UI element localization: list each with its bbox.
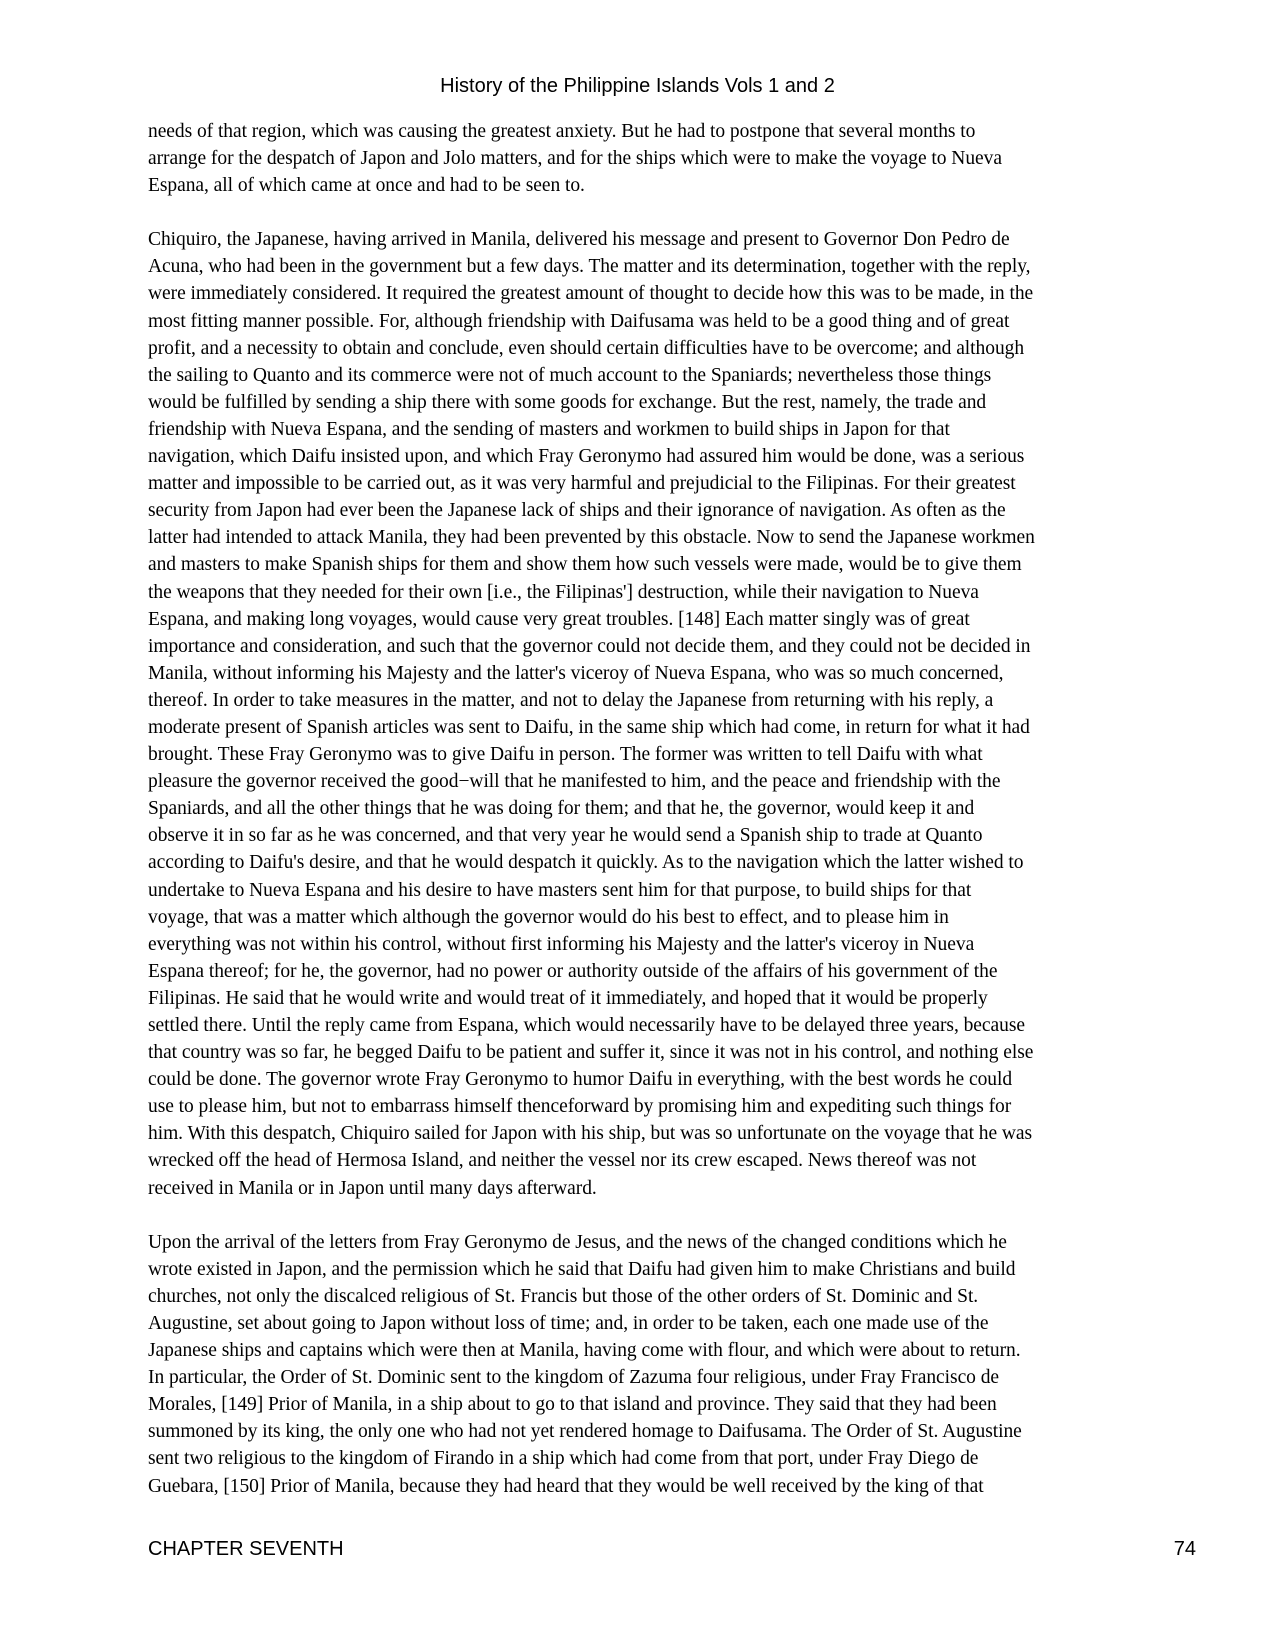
text-line: Upon the arrival of the letters from Fray Geronymo de Jesus, and the news of the changed conditions which he bbox=[148, 1231, 1007, 1253]
text-line: In particular, the Order of St. Dominic sent to the kingdom of Zazuma four religious, under Fray Francisco de bbox=[148, 1367, 999, 1389]
text-line: matter and impossible to be carried out, as it was very harmful and prejudicial to the Filipinas. For their greatest bbox=[148, 473, 1016, 495]
text-line: Espana thereof; for he, the governor, had no power or authority outside of the affairs of his government of the bbox=[148, 960, 998, 982]
text-line: summoned by its king, the only one who had not yet rendered homage to Daifusama. The Order of St. Augustine bbox=[148, 1421, 1022, 1443]
text-line: use to please him, but not to embarrass himself thenceforward by promising him and expediting such things for bbox=[148, 1096, 1012, 1118]
text-line: thereof. In order to take measures in the matter, and not to delay the Japanese from returning with his reply, a bbox=[148, 689, 994, 711]
text-line: undertake to Nueva Espana and his desire to have masters sent him for that purpose, to build ships for that bbox=[148, 879, 972, 901]
text-line: Acuna, who had been in the government but a few days. The matter and its determination, together with the reply, bbox=[148, 256, 1031, 278]
text-line: Augustine, set about going to Japon without loss of time; and, in order to be taken, each one made use of the bbox=[148, 1312, 989, 1334]
text-line: profit, and a necessity to obtain and conclude, even should certain difficulties have to be overcome; and although bbox=[148, 337, 1025, 359]
book-title: History of the Philippine Islands Vols 1 and 2 bbox=[440, 75, 835, 97]
text-line: voyage, that was a matter which although the governor would do his best to effect, and to please him in bbox=[148, 906, 949, 928]
paragraph bbox=[148, 118, 1196, 199]
text-line: and masters to make Spanish ships for them and show them how such vessels were made, would be to give them bbox=[148, 554, 1022, 576]
text-line: brought. These Fray Geronymo was to give Daifu in person. The former was written to tell Daifu with what bbox=[148, 744, 983, 766]
text-line: pleasure the governor received the good−will that he manifested to him, and the peace and friendship with the bbox=[148, 771, 1001, 793]
text-line: wrote existed in Japon, and the permission which he said that Daifu had given him to make Christians and build bbox=[148, 1258, 1016, 1280]
text-line: sent two religious to the kingdom of Firando in a ship which had come from that port, under Fray Diego de bbox=[148, 1448, 979, 1470]
text-line: Chiquiro, the Japanese, having arrived in Manila, delivered his message and present to Governor Don Pedro de bbox=[148, 229, 1010, 251]
text-line: needs of that region, which was causing the greatest anxiety. But he had to postpone that several months to bbox=[148, 121, 976, 142]
paragraph bbox=[148, 226, 1196, 1201]
text-line: settled there. Until the reply came from Espana, which would necessarily have to be delayed three years, because bbox=[148, 1015, 1025, 1036]
text-line: navigation, which Daifu insisted upon, and which Fray Geronymo had assured him would be done, was a serious bbox=[148, 446, 1025, 468]
page-header bbox=[0, 74, 1275, 98]
text-line: most fitting manner possible. For, although friendship with Daifusama was held to be a good thing and of great bbox=[148, 310, 1010, 332]
text-line: Spaniards, and all the other things that he was doing for them; and that he, the governor, would keep it and bbox=[148, 798, 975, 820]
text-line: Manila, without informing his Majesty and the latter's viceroy of Nueva Espana, who was so much concerned, bbox=[148, 662, 1004, 684]
text-line: according to Daifu's desire, and that he would despatch it quickly. As to the navigation which the latter wished to bbox=[148, 852, 1024, 874]
text-line: everything was not within his control, without first informing his Majesty and the latter's viceroy in Nueva bbox=[148, 933, 975, 955]
text-line: him. With this despatch, Chiquiro sailed for Japon with his ship, but was so unfortunate on the voyage that he was bbox=[148, 1123, 1033, 1145]
text-line: moderate present of Spanish articles was sent to Daifu, in the same ship which had come, in return for what it had bbox=[148, 716, 1030, 738]
text-line: were immediately considered. It required the greatest amount of thought to decide how this was to be made, in the bbox=[148, 283, 1034, 305]
text-line: wrecked off the head of Hermosa Island, and neither the vessel nor its crew escaped. News thereof was not bbox=[148, 1150, 977, 1172]
text-line: latter had intended to attack Manila, they had been prevented by this obstacle. Now to send the Japanese workmen bbox=[148, 527, 1035, 549]
text-line: received in Manila or in Japon until many days afterward. bbox=[148, 1177, 597, 1199]
text-line: churches, not only the discalced religious of St. Francis but those of the other orders of St. Dominic and St. bbox=[148, 1285, 979, 1307]
text-line: the sailing to Quanto and its commerce were not of much account to the Spaniards; nevertheless those things bbox=[148, 364, 992, 386]
text-line: importance and consideration, and such that the governor could not decide them, and they could not be decided in bbox=[148, 635, 1031, 657]
text-line: friendship with Nueva Espana, and the sending of masters and workmen to build ships in Japon for that bbox=[148, 418, 950, 440]
text-line: Guebara, [150] Prior of Manila, because they had heard that they would be well received by the king of that bbox=[148, 1475, 984, 1497]
text-line: Japanese ships and captains which were then at Manila, having come with flour, and which were about to return. bbox=[148, 1340, 1021, 1362]
page-body bbox=[148, 118, 1196, 1500]
page-number: 74 bbox=[1173, 1538, 1196, 1560]
text-line: arrange for the despatch of Japon and Jolo matters, and for the ships which were to make the voyage to Nueva bbox=[148, 148, 1002, 170]
text-line: observe it in so far as he was concerned, and that very year he would send a Spanish ship to trade at Quanto bbox=[148, 825, 983, 847]
text-line: would be fulfilled by sending a ship there with some goods for exchange. But the rest, namely, the trade and bbox=[148, 391, 987, 413]
text-line: Espana, and making long voyages, would cause very great troubles. [148] Each matter singly was of great bbox=[148, 608, 970, 630]
text-line: Morales, [149] Prior of Manila, in a ship about to go to that island and province. They said that they had been bbox=[148, 1394, 997, 1416]
text-line: Espana, all of which came at once and had to be seen to. bbox=[148, 175, 585, 197]
text-line: security from Japon had ever been the Japanese lack of ships and their ignorance of navigation. As often as the bbox=[148, 500, 1006, 522]
text-line: could be done. The governor wrote Fray Geronymo to humor Daifu in everything, with the best words he could bbox=[148, 1069, 1013, 1091]
text-line: the weapons that they needed for their own [i.e., the Filipinas'] destruction, while their navigation to Nueva bbox=[148, 581, 979, 603]
chapter-label: CHAPTER SEVENTH bbox=[148, 1538, 344, 1560]
paragraph bbox=[148, 1229, 1196, 1500]
text-line: that country was so far, he begged Daifu to be patient and suffer it, since it was not in his control, and nothing else bbox=[148, 1042, 1034, 1064]
text-line: Filipinas. He said that he would write and would treat of it immediately, and hoped that it would be properly bbox=[148, 987, 988, 1009]
